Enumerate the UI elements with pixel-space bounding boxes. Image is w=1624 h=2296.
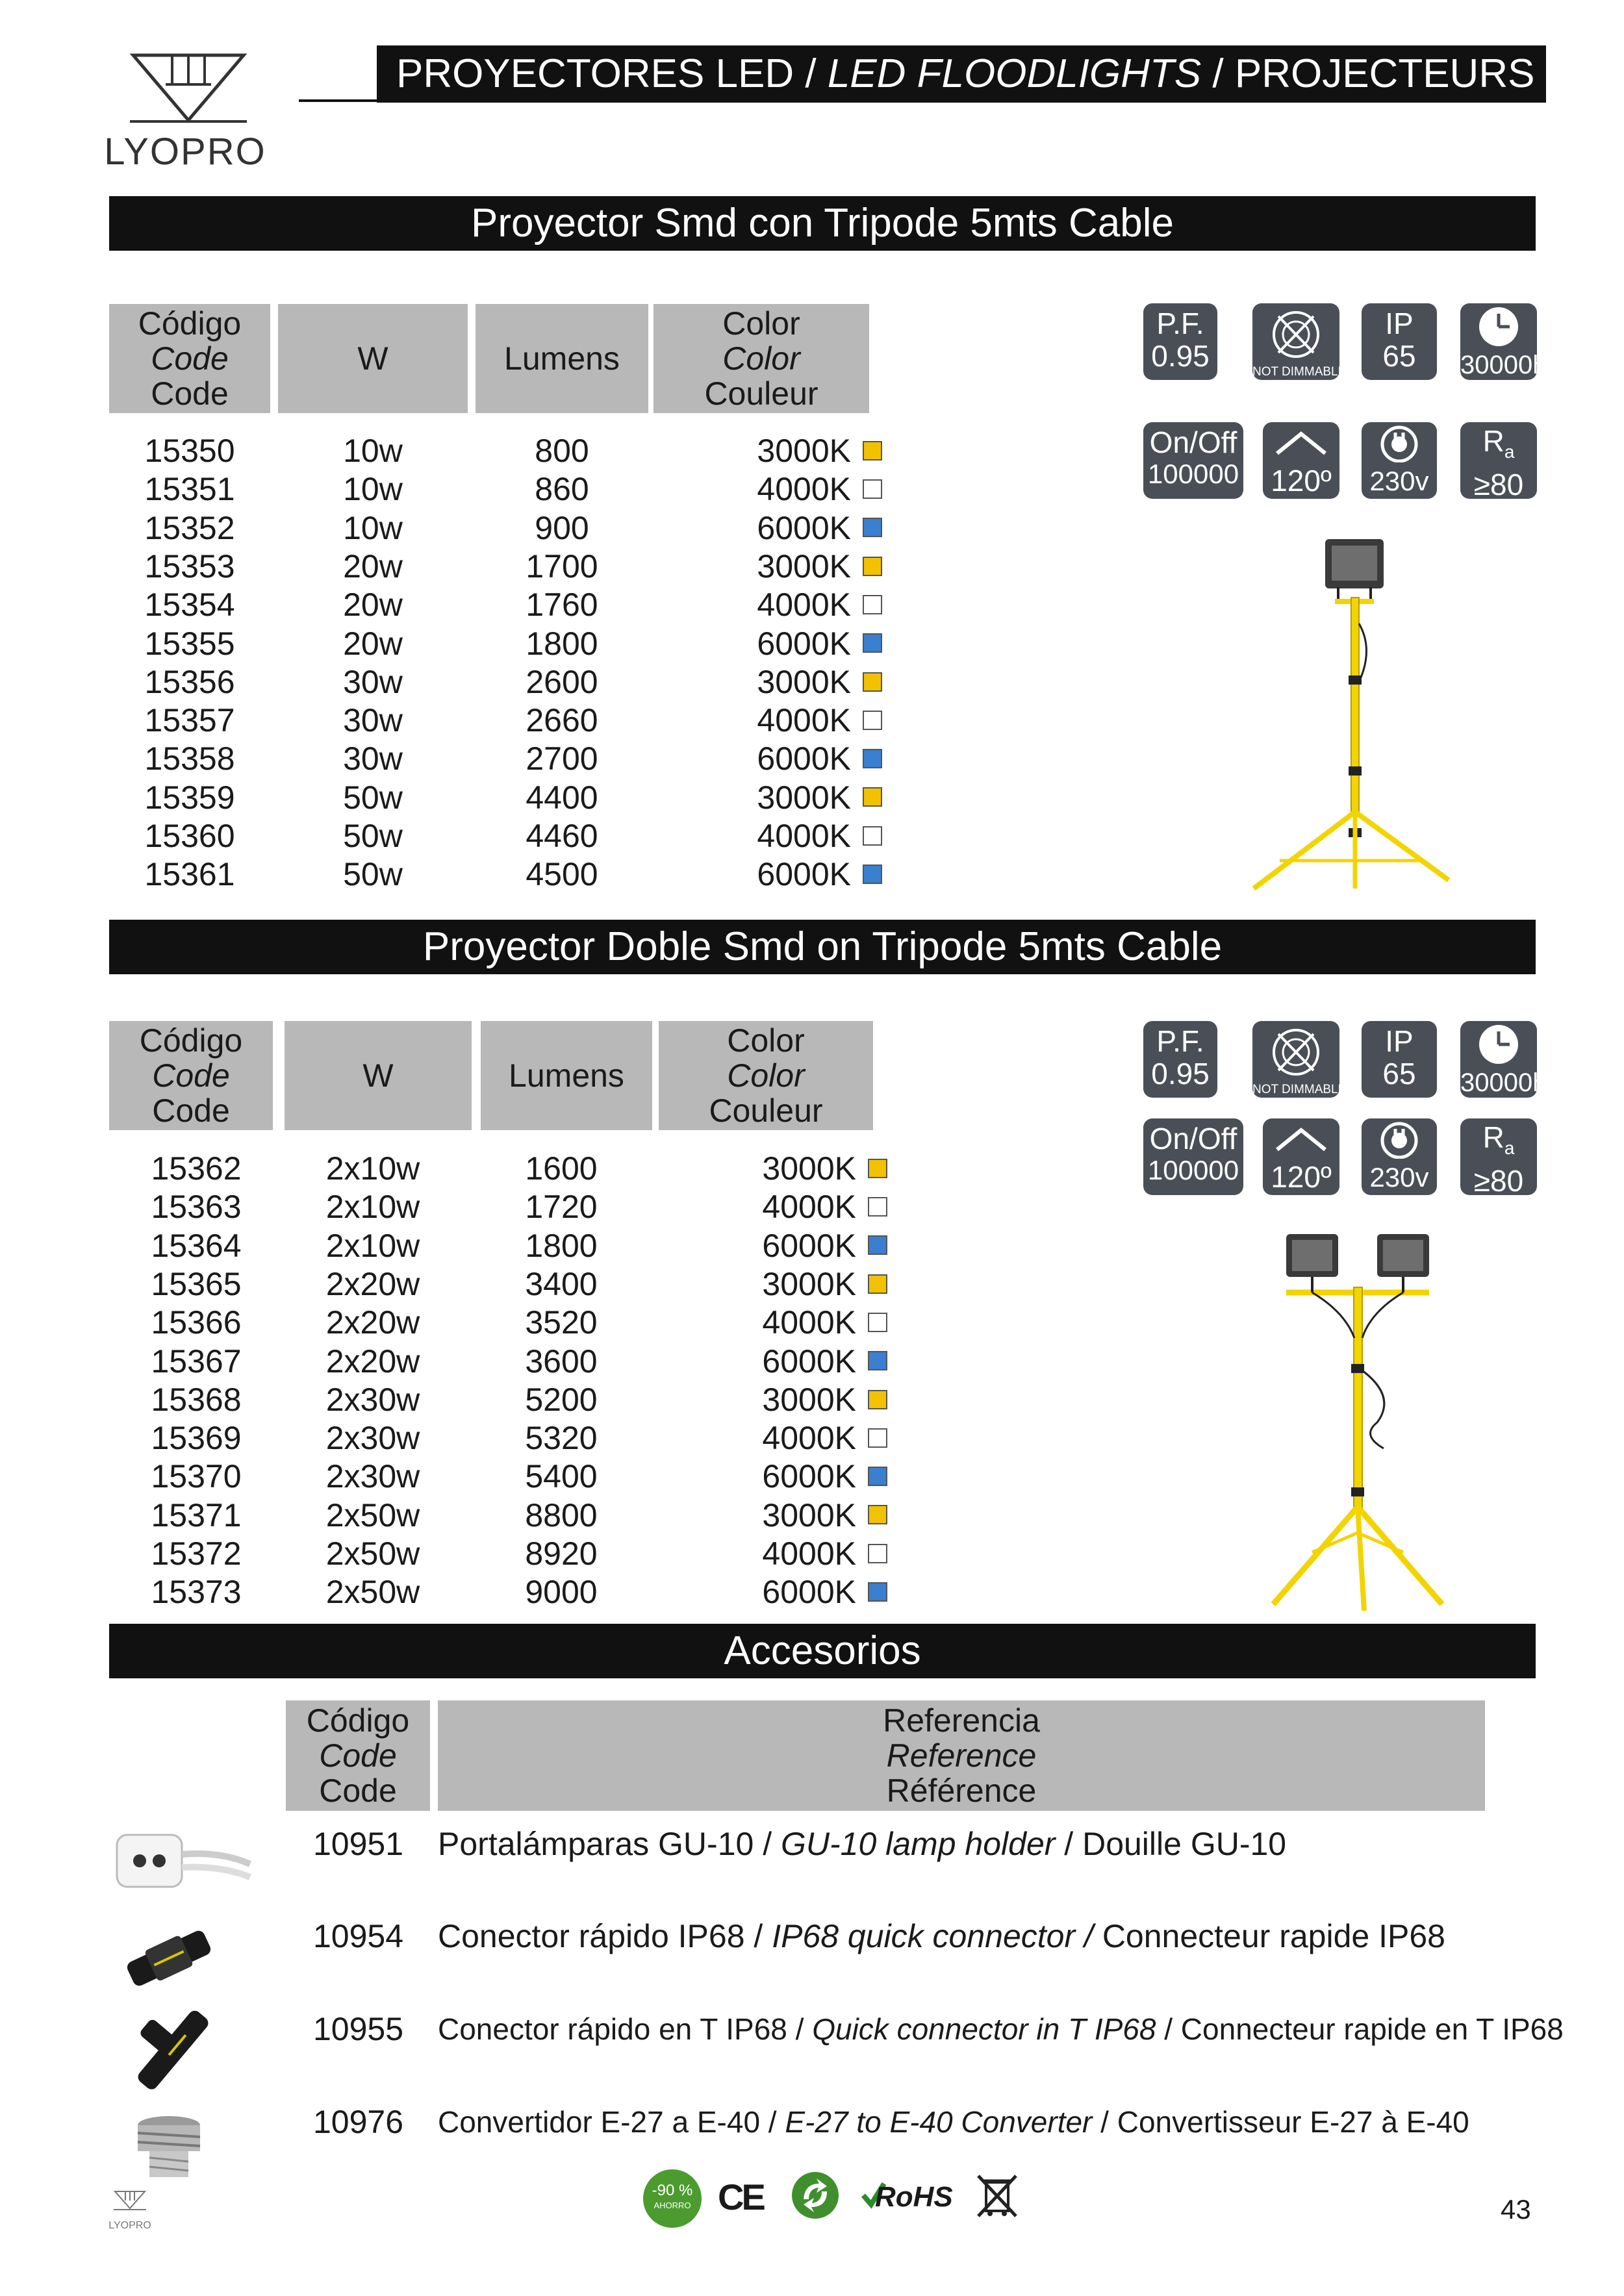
- color-temperature: 3000K: [757, 548, 851, 585]
- color-temperature: 6000K: [757, 625, 851, 662]
- cell-w: 2x10w: [325, 1189, 420, 1226]
- cell-color: [694, 779, 882, 817]
- cell-lumens: 4400: [526, 779, 598, 816]
- cell-lumens: 860: [535, 471, 589, 508]
- cell-lumens: 3400: [525, 1265, 598, 1302]
- cell-w: 30w: [343, 740, 403, 777]
- table-row: [114, 1381, 881, 1419]
- cell-lumens: 4460: [526, 818, 598, 854]
- color-swatch: [863, 595, 882, 614]
- cell-color: [694, 817, 882, 855]
- cell-code: 15371: [151, 1496, 242, 1533]
- color-temperature: 6000K: [762, 1343, 856, 1380]
- cell-color: [699, 1188, 887, 1226]
- cell-w: 10w: [343, 509, 403, 546]
- cell-w: 30w: [343, 663, 403, 700]
- color-swatch: [863, 441, 882, 460]
- ip-rating-badge: IP 65: [1362, 303, 1437, 380]
- color-temperature: 4000K: [762, 1420, 856, 1457]
- cell-lumens: 2600: [526, 663, 598, 700]
- cell-code: 15373: [151, 1574, 242, 1611]
- lifetime-badge: 30000h: [1460, 303, 1537, 380]
- color-swatch: [868, 1351, 887, 1370]
- cell-code: 15370: [151, 1458, 242, 1495]
- table-row: [109, 663, 876, 701]
- energy-saving-badge: -90 % AHORRO: [643, 2169, 702, 2228]
- page-title: PROYECTORES LED / LED FLOODLIGHTS / PROJECTEURS LED: [377, 45, 1546, 103]
- table-row: [114, 1419, 881, 1457]
- cell-w: 50w: [343, 856, 403, 893]
- color-swatch: [868, 1428, 887, 1448]
- brand-name: LYOPRO: [104, 131, 266, 173]
- cell-w: 2x20w: [325, 1265, 420, 1302]
- cell-code: 15352: [144, 509, 235, 546]
- color-rendering-badge: $R_a$ ≥80: [1460, 1118, 1537, 1195]
- cell-color: [699, 1343, 887, 1381]
- table-row: [114, 1457, 881, 1496]
- not-dimmable-icon: [1252, 1021, 1339, 1079]
- acc-code: 10955: [313, 2011, 404, 2047]
- cell-code: 15364: [151, 1227, 242, 1264]
- cell-color: [694, 740, 882, 778]
- lamp-holder-icon: [110, 1819, 260, 1903]
- cell-lumens: 8800: [525, 1496, 598, 1533]
- color-temperature: 3000K: [762, 1150, 856, 1187]
- color-temperature: 3000K: [757, 779, 851, 816]
- cell-lumens: 900: [535, 509, 589, 546]
- cell-color: [699, 1381, 887, 1419]
- col-header-color: Color Color Couleur: [659, 1021, 873, 1130]
- table-row: [109, 740, 876, 778]
- color-temperature: 4000K: [757, 818, 851, 854]
- cell-lumens: 1700: [526, 548, 598, 585]
- power-factor-badge: P.F. 0.95: [1143, 303, 1217, 380]
- color-temperature: 4000K: [757, 702, 851, 739]
- cell-code: 15351: [144, 471, 235, 508]
- cell-lumens: 5200: [525, 1381, 598, 1418]
- quick-connector-icon: [114, 1913, 224, 2004]
- cell-w: 50w: [343, 818, 403, 854]
- table-row: [114, 1188, 881, 1226]
- cell-code: 15358: [144, 740, 235, 777]
- cell-code: 15361: [144, 856, 235, 893]
- beam-angle-icon: [1263, 422, 1339, 461]
- cell-lumens: 1800: [525, 1227, 598, 1264]
- color-temperature: 4000K: [762, 1189, 856, 1226]
- cell-code: 15363: [151, 1189, 242, 1226]
- cell-w: 2x50w: [325, 1496, 420, 1533]
- col-header-lumens: Lumens: [476, 304, 648, 413]
- color-swatch: [863, 479, 882, 499]
- cell-code: 15367: [151, 1343, 242, 1380]
- cell-code: 15369: [151, 1420, 242, 1457]
- cell-color: [699, 1227, 887, 1265]
- cell-w: 2x10w: [325, 1150, 420, 1187]
- col-header-code: Código Code Code: [109, 1021, 273, 1130]
- ip-rating-badge: IP 65: [1362, 1021, 1437, 1098]
- color-temperature: 3000K: [762, 1496, 856, 1533]
- acc-col-header-code: Código Code Code: [286, 1700, 430, 1811]
- clock-icon: [1460, 303, 1537, 347]
- table-row: [114, 1573, 881, 1611]
- double-tripod-floodlight-image: [1247, 1228, 1462, 1611]
- color-swatch: [868, 1467, 887, 1486]
- table-row: [109, 855, 876, 894]
- beam-angle-badge: 120º: [1263, 1118, 1339, 1195]
- cell-lumens: 1600: [525, 1150, 598, 1187]
- color-swatch: [863, 826, 882, 846]
- table-row: [109, 779, 876, 817]
- cell-code: 15365: [151, 1265, 242, 1302]
- cell-color: [694, 586, 882, 624]
- section-title-tripod: Proyector Smd con Tripode 5mts Cable: [109, 196, 1536, 251]
- color-temperature: 6000K: [757, 740, 851, 777]
- converter-icon: [127, 2111, 211, 2189]
- cell-code: 15353: [144, 548, 235, 585]
- cell-color: [694, 625, 882, 663]
- color-temperature: 4000K: [757, 587, 851, 624]
- table-row: [109, 432, 876, 470]
- color-temperature: 6000K: [762, 1574, 856, 1611]
- cell-lumens: 4500: [526, 856, 598, 893]
- table-row: [109, 509, 876, 548]
- cell-w: 10w: [343, 471, 403, 508]
- table-row: [109, 625, 876, 663]
- cell-w: 2x20w: [325, 1343, 420, 1380]
- table-row: [114, 1535, 881, 1573]
- table-row: [109, 586, 876, 624]
- switching-cycles-badge: On/Off 100000: [1143, 1118, 1243, 1195]
- cell-code: 15359: [144, 779, 235, 816]
- table-row: [114, 1496, 881, 1535]
- cell-lumens: 3520: [525, 1304, 598, 1341]
- table-row: [109, 548, 876, 586]
- cell-lumens: 8920: [525, 1535, 598, 1572]
- table-row: [114, 1227, 881, 1265]
- table-row: [114, 1265, 881, 1304]
- voltage-badge: 230v: [1362, 1118, 1437, 1195]
- lifetime-badge: 30000h: [1460, 1021, 1537, 1098]
- cell-code: 15350: [144, 433, 235, 469]
- cell-code: 15366: [151, 1304, 242, 1341]
- color-swatch: [868, 1544, 887, 1563]
- section-title-accessories: Accesorios: [109, 1624, 1536, 1678]
- cell-w: 2x30w: [325, 1420, 420, 1457]
- cell-color: [694, 855, 882, 894]
- cell-lumens: 9000: [525, 1574, 598, 1611]
- color-swatch: [868, 1582, 887, 1602]
- cell-lumens: 1800: [526, 625, 598, 662]
- cell-color: [694, 701, 882, 740]
- cell-lumens: 2660: [526, 702, 598, 739]
- plug-icon: [1362, 422, 1437, 462]
- color-temperature: 4000K: [757, 471, 851, 508]
- cell-code: 15368: [151, 1381, 242, 1418]
- cell-w: 2x50w: [325, 1535, 420, 1572]
- ce-mark: CE: [718, 2176, 763, 2217]
- cell-code: 15362: [151, 1150, 242, 1187]
- acc-reference: Convertidor E-27 a E-40 / E-27 to E-40 Converter / Convertisseur E-27 à E-40: [438, 2105, 1469, 2139]
- switching-cycles-badge: On/Off 100000: [1143, 422, 1243, 499]
- rohs-mark: RoHS: [861, 2177, 965, 2216]
- col-header-w: W: [278, 304, 468, 413]
- table-row: [114, 1150, 881, 1188]
- cell-lumens: 5320: [525, 1420, 598, 1457]
- footer-logo-icon: [107, 2189, 153, 2223]
- color-swatch: [868, 1235, 887, 1255]
- table-row: [109, 470, 876, 509]
- cell-w: 2x30w: [325, 1458, 420, 1495]
- color-swatch: [863, 864, 882, 884]
- section-title-double-tripod: Proyector Doble Smd on Tripode 5mts Cable: [109, 920, 1536, 974]
- page-number: 43: [1501, 2194, 1531, 2225]
- table-row: [114, 1304, 881, 1342]
- not-dimmable-badge: NOT DIMMABLE: [1252, 1021, 1339, 1098]
- table-row: [109, 817, 876, 855]
- color-temperature: 4000K: [762, 1304, 856, 1341]
- recycle-icon: [789, 2169, 841, 2221]
- power-factor-badge: P.F. 0.95: [1143, 1021, 1217, 1098]
- color-rendering-badge: $R_a$ ≥80: [1460, 422, 1537, 499]
- cell-lumens: 2700: [526, 740, 598, 777]
- acc-reference: Conector rápido IP68 / IP68 quick connector / Connecteur rapide IP68: [438, 1918, 1445, 1954]
- voltage-badge: 230v: [1362, 422, 1437, 499]
- color-swatch: [863, 711, 882, 730]
- color-temperature: 3000K: [757, 433, 851, 469]
- single-tripod-floodlight-image: [1234, 533, 1468, 896]
- cell-w: 20w: [343, 625, 403, 662]
- table-row: [109, 701, 876, 740]
- cell-lumens: 3600: [525, 1343, 598, 1380]
- color-swatch: [863, 787, 882, 807]
- cell-code: 15360: [144, 818, 235, 854]
- not-dimmable-badge: NOT DIMMABLE: [1252, 303, 1339, 380]
- color-temperature: 4000K: [762, 1535, 856, 1572]
- color-swatch: [868, 1313, 887, 1332]
- color-swatch: [868, 1274, 887, 1294]
- cell-w: 2x20w: [325, 1304, 420, 1341]
- cell-w: 20w: [343, 587, 403, 624]
- cell-color: [699, 1457, 887, 1496]
- cell-color: [699, 1573, 887, 1611]
- col-header-w: W: [285, 1021, 472, 1130]
- cell-w: 2x10w: [325, 1227, 420, 1264]
- color-swatch: [863, 633, 882, 653]
- cell-lumens: 800: [535, 433, 589, 469]
- acc-code: 10954: [313, 1918, 404, 1954]
- t-connector-icon: [120, 2000, 224, 2098]
- cell-w: 2x30w: [325, 1381, 420, 1418]
- clock-icon: [1460, 1021, 1537, 1065]
- beam-angle-badge: 120º: [1263, 422, 1339, 499]
- cell-color: [699, 1150, 887, 1188]
- acc-reference: Portalámparas GU-10 / GU-10 lamp holder / Douille GU-10: [438, 1826, 1287, 1862]
- cell-w: 10w: [343, 433, 403, 469]
- cell-lumens: 1760: [526, 587, 598, 624]
- cell-color: [699, 1535, 887, 1573]
- acc-code: 10951: [313, 1826, 404, 1862]
- color-swatch: [868, 1390, 887, 1409]
- cell-color: [699, 1304, 887, 1342]
- cell-lumens: 1720: [525, 1189, 598, 1226]
- cell-color: [694, 470, 882, 509]
- color-swatch: [868, 1197, 887, 1217]
- cell-color: [694, 509, 882, 548]
- acc-col-header-reference: Referencia Reference Référence: [438, 1700, 1485, 1811]
- cell-w: 2x50w: [325, 1574, 420, 1611]
- plug-icon: [1362, 1118, 1437, 1159]
- not-dimmable-icon: [1252, 303, 1339, 362]
- cell-lumens: 5400: [525, 1458, 598, 1495]
- cell-color: [694, 663, 882, 701]
- cell-w: 50w: [343, 779, 403, 816]
- color-temperature: 3000K: [762, 1381, 856, 1418]
- color-temperature: 6000K: [762, 1458, 856, 1495]
- color-temperature: 3000K: [762, 1265, 856, 1302]
- cell-color: [699, 1419, 887, 1457]
- cell-code: 15355: [144, 625, 235, 662]
- cell-color: [699, 1496, 887, 1535]
- beam-angle-icon: [1263, 1118, 1339, 1157]
- acc-code: 10976: [313, 2104, 404, 2140]
- cell-w: 30w: [343, 702, 403, 739]
- cell-color: [694, 432, 882, 470]
- weee-bin-icon: [974, 2169, 1020, 2221]
- cell-code: 15372: [151, 1535, 242, 1572]
- color-temperature: 6000K: [757, 509, 851, 546]
- color-swatch: [863, 557, 882, 576]
- table-row: [114, 1343, 881, 1381]
- cell-color: [694, 548, 882, 586]
- color-temperature: 3000K: [757, 663, 851, 700]
- footer-brand: LYOPRO: [108, 2220, 151, 2231]
- col-header-code: Código Code Code: [109, 304, 270, 413]
- color-temperature: 6000K: [757, 856, 851, 893]
- color-temperature: 6000K: [762, 1227, 856, 1264]
- color-swatch: [863, 518, 882, 537]
- cell-color: [699, 1265, 887, 1304]
- color-swatch: [863, 749, 882, 768]
- col-header-lumens: Lumens: [481, 1021, 652, 1130]
- cell-code: 15356: [144, 663, 235, 700]
- acc-reference: Conector rápido en T IP68 / Quick connector in T IP68 / Connecteur rapide en T IP68: [438, 2012, 1564, 2046]
- color-swatch: [868, 1505, 887, 1524]
- color-swatch: [868, 1159, 887, 1178]
- col-header-color: Color Color Couleur: [653, 304, 869, 413]
- cell-w: 20w: [343, 548, 403, 585]
- cell-code: 15354: [144, 587, 235, 624]
- cell-code: 15357: [144, 702, 235, 739]
- color-swatch: [863, 672, 882, 692]
- header-rule: [299, 99, 383, 102]
